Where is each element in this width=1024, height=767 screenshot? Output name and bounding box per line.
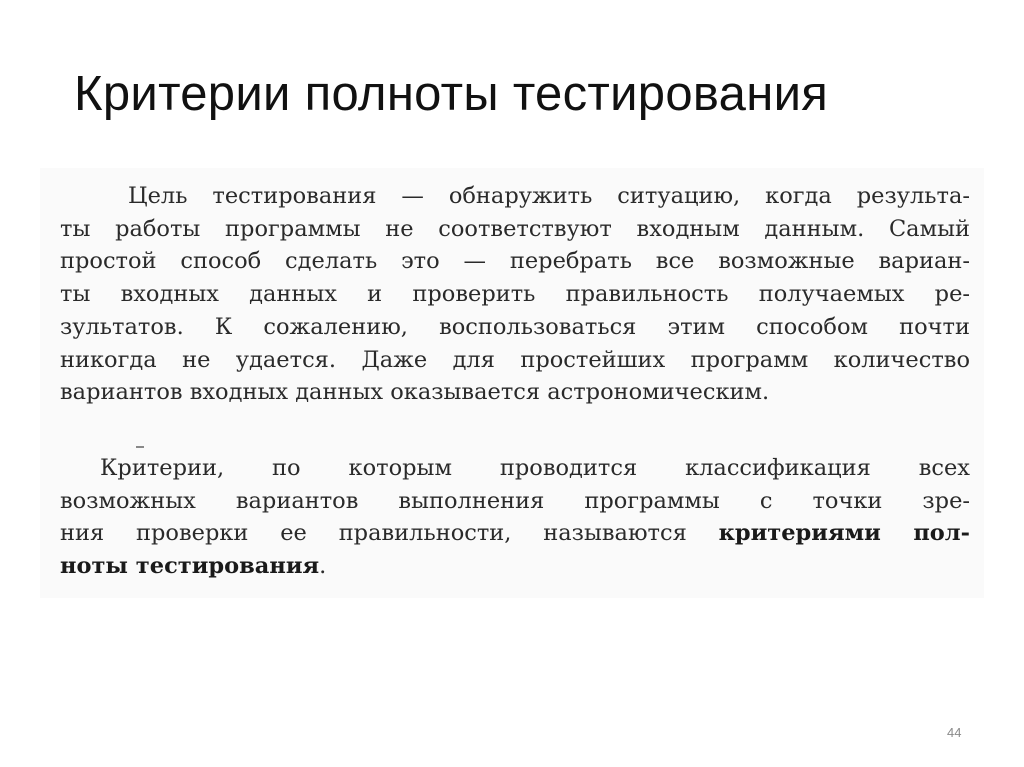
paragraph-text: ния проверки ее правильности, называются — [60, 520, 719, 547]
defined-term: критериями пол- — [718, 520, 970, 547]
paragraph-line: ты входных данных и проверить правильность получаемых ре- — [60, 281, 970, 308]
defined-term: ноты тестирования — [60, 553, 320, 580]
paragraph-line — [60, 550, 970, 583]
page-number: 44 — [947, 725, 962, 740]
paragraph-line: Критерии, по которым проводится классификация всех — [100, 455, 970, 481]
paragraph-line: простой способ сделать это — перебрать все возможные вариан- — [60, 248, 970, 275]
paragraph-line: возможных вариантов выполнения программы с точки зре- — [60, 487, 970, 514]
paragraph-purpose — [60, 180, 970, 409]
paragraph-line: никогда не удается. Даже для простейших программ количество — [60, 346, 970, 373]
paragraph-text: . — [319, 553, 327, 580]
paragraph-line: Цель тестирования — обнаружить ситуацию, когда результа- — [128, 183, 970, 209]
paragraph-line: ты работы программы не соответствуют входным данным. Самый — [60, 215, 970, 242]
paragraph-line: вариантов входных данных оказывается астрономическим. — [60, 379, 770, 406]
paragraph-line: зультатов. К сожалению, воспользоваться этим способом почти — [60, 313, 970, 340]
scan-artifact-mark — [136, 446, 144, 448]
slide-title: Критерии полноты тестирования — [74, 67, 829, 121]
paragraph-line — [60, 517, 970, 550]
paragraph-definition — [60, 452, 970, 583]
